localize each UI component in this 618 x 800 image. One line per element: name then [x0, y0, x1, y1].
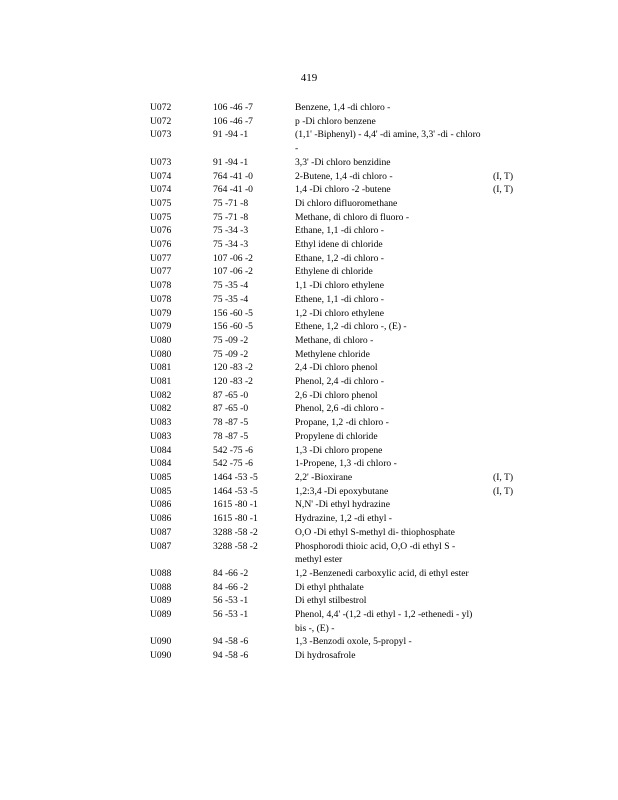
hazard-flag: (I, T) — [493, 170, 514, 182]
chemical-name: Di ethyl phthalate — [295, 581, 364, 593]
page-number: 419 — [300, 72, 318, 84]
waste-code: U075 — [150, 197, 172, 209]
waste-code: U084 — [150, 444, 172, 456]
chemical-name: Phenol, 2,4 -di chloro - — [295, 376, 384, 388]
waste-code-table — [0, 101, 618, 663]
cas-number: 91 -94 -1 — [213, 129, 249, 141]
waste-code: U073 — [150, 156, 172, 168]
waste-code: U083 — [150, 430, 172, 442]
table-row — [0, 485, 618, 499]
waste-code: U073 — [150, 129, 172, 141]
cas-number: 87 -65 -0 — [213, 389, 249, 401]
waste-code: U077 — [150, 252, 172, 264]
waste-code: U075 — [150, 211, 172, 223]
waste-code: U076 — [150, 225, 172, 237]
table-row — [0, 101, 618, 115]
table-row — [0, 649, 618, 663]
cas-number: 75 -09 -2 — [213, 348, 249, 360]
waste-code: U085 — [150, 471, 172, 483]
cas-number: 120 -83 -2 — [213, 362, 253, 374]
cas-number: 78 -87 -5 — [213, 417, 249, 429]
cas-number: 84 -66 -2 — [213, 567, 249, 579]
cas-number: 106 -46 -7 — [213, 115, 253, 127]
cas-number: 107 -06 -2 — [213, 266, 253, 278]
cas-number: 106 -46 -7 — [213, 102, 253, 113]
table-row — [0, 265, 618, 279]
waste-code: U072 — [150, 102, 172, 113]
table-row — [0, 498, 618, 512]
chemical-name: 1,2:3,4 -Di epoxybutane — [295, 485, 389, 497]
hazard-flag: (I, T) — [493, 485, 514, 497]
cas-number: 1615 -80 -1 — [213, 499, 258, 511]
chemical-name: Methane, di chloro di fluoro - — [295, 211, 410, 223]
chemical-name: Di ethyl stilbestrol — [295, 595, 367, 607]
cas-number: 107 -06 -2 — [213, 252, 253, 264]
cas-number: 1464 -53 -5 — [213, 471, 258, 483]
cas-number: 75 -09 -2 — [213, 334, 249, 346]
cas-number: 84 -66 -2 — [213, 581, 249, 593]
waste-code: U086 — [150, 499, 172, 511]
cas-number: 78 -87 -5 — [213, 430, 249, 442]
waste-code: U080 — [150, 334, 172, 346]
table-row — [0, 252, 618, 266]
table-row — [0, 512, 618, 526]
cas-number: 542 -75 -6 — [213, 458, 253, 470]
table-row — [0, 594, 618, 608]
waste-code: U088 — [150, 567, 172, 579]
chemical-name: 1,4 -Di chloro -2 -butene — [295, 184, 391, 196]
table-row — [0, 389, 618, 403]
table-row — [0, 293, 618, 307]
table-row — [0, 115, 618, 129]
table-row — [0, 581, 618, 595]
chemical-name: 1,3 -Di chloro propene — [295, 444, 383, 456]
waste-code: U084 — [150, 458, 172, 470]
table-row — [0, 375, 618, 389]
chemical-name: Propane, 1,2 -di chloro - — [295, 417, 389, 429]
chemical-name: (1,1' -Biphenyl) - 4,4' -di amine, 3,3' -di - chloro - — [295, 129, 481, 155]
table-row — [0, 238, 618, 252]
chemical-name: 1-Propene, 1,3 -di chloro - — [295, 458, 397, 470]
waste-code: U079 — [150, 307, 172, 319]
chemical-name: Ethene, 1,2 -di chloro -, (E) - — [295, 321, 407, 333]
chemical-name: Di hydrosafrole — [295, 650, 356, 662]
table-row — [0, 183, 618, 197]
table-row — [0, 457, 618, 471]
table-row — [0, 635, 618, 649]
cas-number: 156 -60 -5 — [213, 321, 253, 333]
cas-number: 75 -34 -3 — [213, 225, 249, 237]
table-row — [0, 430, 618, 444]
cas-number: 1615 -80 -1 — [213, 513, 258, 525]
cas-number: 75 -71 -8 — [213, 197, 249, 209]
cas-number: 764 -41 -0 — [213, 184, 253, 196]
waste-code: U080 — [150, 348, 172, 360]
chemical-name: O,O -Di ethyl S-methyl di- thiophosphate — [295, 526, 455, 538]
chemical-name: Hydrazine, 1,2 -di ethyl - — [295, 513, 392, 525]
hazard-flag: (I, T) — [493, 184, 514, 196]
waste-code: U083 — [150, 417, 172, 429]
waste-code: U074 — [150, 170, 172, 182]
cas-number: 94 -58 -6 — [213, 650, 249, 662]
cas-number: 75 -71 -8 — [213, 211, 249, 223]
cas-number: 764 -41 -0 — [213, 170, 253, 182]
table-row — [0, 402, 618, 416]
waste-code: U081 — [150, 376, 172, 388]
chemical-name: 2,6 -Di chloro phenol — [295, 389, 378, 401]
table-row — [0, 526, 618, 540]
waste-code: U078 — [150, 280, 172, 292]
table-row — [0, 567, 618, 581]
chemical-name: Methylene chloride — [295, 348, 370, 360]
cas-number: 75 -35 -4 — [213, 293, 249, 305]
cas-number: 91 -94 -1 — [213, 156, 249, 168]
waste-code: U079 — [150, 321, 172, 333]
waste-code: U078 — [150, 293, 172, 305]
waste-code: U090 — [150, 650, 172, 662]
waste-code: U081 — [150, 362, 172, 374]
chemical-name: Propylene di chloride — [295, 430, 378, 442]
chemical-name: 3,3' -Di chloro benzidine — [295, 156, 391, 168]
table-row — [0, 348, 618, 362]
waste-code: U086 — [150, 513, 172, 525]
cas-number: 94 -58 -6 — [213, 636, 249, 648]
chemical-name: p -Di chloro benzene — [295, 115, 376, 127]
chemical-name: 2,4 -Di chloro phenol — [295, 362, 378, 374]
chemical-name: Ethane, 1,1 -di chloro - — [295, 225, 384, 237]
table-row — [0, 361, 618, 375]
chemical-name: 1,1 -Di chloro ethylene — [295, 280, 384, 292]
table-row — [0, 444, 618, 458]
waste-code: U089 — [150, 609, 172, 621]
chemical-name: N,N' -Di ethyl hydrazine — [295, 499, 390, 511]
cas-number: 87 -65 -0 — [213, 403, 249, 415]
waste-code: U074 — [150, 184, 172, 196]
chemical-name: Phenol, 4,4' -(1,2 -di ethyl - 1,2 -ethenedi - yl) bis -, (E) - — [295, 609, 473, 634]
cas-number: 3288 -58 -2 — [213, 540, 258, 552]
chemical-name: Methane, di chloro - — [295, 334, 374, 346]
chemical-name: 1,2 -Di chloro ethylene — [295, 307, 384, 319]
table-row — [0, 128, 618, 155]
table-row — [0, 197, 618, 211]
cas-number: 56 -53 -1 — [213, 595, 249, 607]
chemical-name: 1,2 -Benzenedi carboxylic acid, di ethyl ester — [295, 567, 469, 579]
table-row — [0, 334, 618, 348]
chemical-name: 2,2' -Bioxirane — [295, 471, 353, 483]
chemical-name: Benzene, 1,4 -di chloro - — [295, 102, 391, 113]
waste-code: U082 — [150, 403, 172, 415]
cas-number: 1464 -53 -5 — [213, 485, 258, 497]
table-row — [0, 279, 618, 293]
waste-code: U090 — [150, 636, 172, 648]
chemical-name: Di chloro difluoromethane — [295, 197, 398, 209]
table-row — [0, 307, 618, 321]
cas-number: 120 -83 -2 — [213, 376, 253, 388]
cas-number: 542 -75 -6 — [213, 444, 253, 456]
waste-code: U077 — [150, 266, 172, 278]
waste-code: U076 — [150, 239, 172, 251]
chemical-name: Ethane, 1,2 -di chloro - — [295, 252, 384, 264]
chemical-name: 1,3 -Benzodi oxole, 5-propyl - — [295, 636, 412, 648]
waste-code: U072 — [150, 115, 172, 127]
table-row — [0, 471, 618, 485]
table-row — [0, 320, 618, 334]
table-row — [0, 416, 618, 430]
waste-code: U088 — [150, 581, 172, 593]
chemical-name: Ethyl idene di chloride — [295, 239, 383, 251]
table-row — [0, 211, 618, 225]
hazard-flag: (I, T) — [493, 471, 514, 483]
waste-code: U089 — [150, 595, 172, 607]
waste-code: U085 — [150, 485, 172, 497]
waste-code: U087 — [150, 526, 172, 538]
chemical-name: Ethylene di chloride — [295, 266, 373, 278]
table-row — [0, 608, 618, 635]
cas-number: 56 -53 -1 — [213, 609, 249, 621]
cas-number: 3288 -58 -2 — [213, 526, 258, 538]
waste-code: U082 — [150, 389, 172, 401]
chemical-name: Phosphorodi thioic acid, O,O -di ethyl S -methyl ester — [295, 540, 456, 566]
table-row — [0, 224, 618, 238]
chemical-name: Phenol, 2,6 -di chloro - — [295, 403, 384, 415]
chemical-name: 2-Butene, 1,4 -di chloro - — [295, 170, 393, 182]
waste-code: U087 — [150, 540, 172, 552]
table-row — [0, 170, 618, 184]
cas-number: 75 -35 -4 — [213, 280, 249, 292]
table-row — [0, 156, 618, 170]
table-row — [0, 540, 618, 567]
cas-number: 75 -34 -3 — [213, 239, 249, 251]
cas-number: 156 -60 -5 — [213, 307, 253, 319]
chemical-name: Ethene, 1,1 -di chloro - — [295, 293, 384, 305]
